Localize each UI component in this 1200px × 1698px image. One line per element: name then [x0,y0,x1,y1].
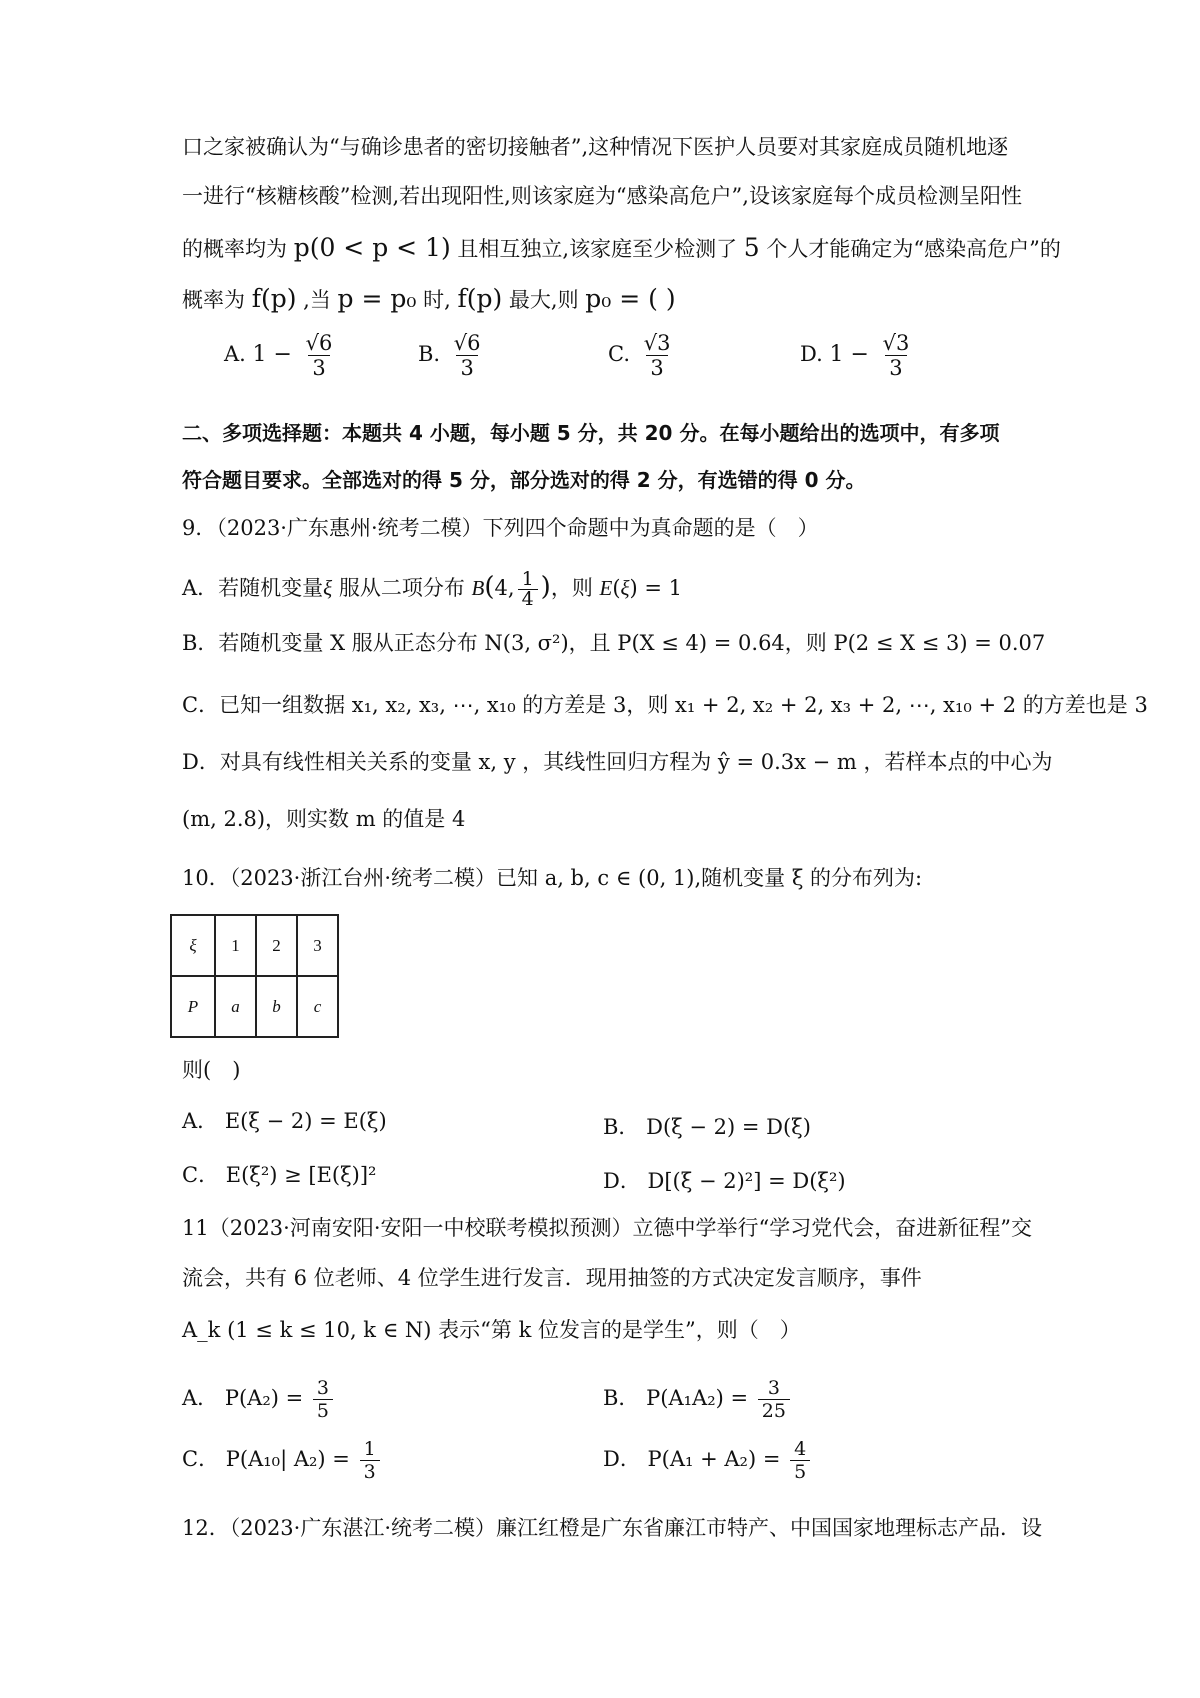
table-cell: 1 [215,915,256,976]
option-expression: P(A₂) = [224,1386,304,1410]
option-fraction [313,1377,333,1422]
numerator: 3 [316,1377,330,1399]
q11-option-b[interactable] [603,1377,793,1422]
denominator: 5 [790,1460,810,1483]
q12-line-1: 12．（2023·广东湛江·统考二模）廉江红橙是广东省廉江市特产、中国国家地理标志产品．设 [182,1516,1043,1540]
option-label: B． [603,1386,640,1410]
option-expression: P(A₁A₂) = [646,1386,749,1410]
numerator: √3 [643,331,671,355]
option-label: C． [182,1447,220,1471]
option-fraction [790,1438,810,1483]
option-text: ，则 [550,576,593,600]
q9-option-a[interactable]: A．若随机变量ξ 服从二项分布 B(4, $\frac{1}{4}$ )，则 E(ξ) = 1 [182,568,683,610]
q9-option-d-line-1[interactable]: D．对具有线性相关关系的变量 x, y ，其线性回归方程为 ŷ = 0.3x − m ，若样本点的中心为 [182,750,1053,774]
q10-option-a[interactable]: A． E(ξ − 2) = E(ξ) [182,1109,387,1133]
table-cell: 3 [297,915,338,976]
option-text: 服从二项分布 [338,576,465,600]
q8-formula: p = p₀ [337,284,417,313]
option-expression: P(A₁₀| A₂) = [225,1447,350,1471]
numerator: 1 [363,1438,376,1460]
q8-text: 概率为 [182,288,245,312]
q8-line-3 [182,235,1061,260]
q8-line-1: 口之家被确认为“与确诊患者的密切接触者”,这种情况下医护人员要对其家庭成员随机地逐 [182,135,1009,159]
option-fraction [360,1438,380,1483]
table-cell: 2 [256,915,297,976]
q9-option-b[interactable]: B．若随机变量 X 服从正态分布 N(3, σ²)，且 P(X ≤ 4) = 0.64，则 P(2 ≤ X ≤ 3) = 0.07 [182,631,1046,655]
option-fraction [879,331,914,380]
numerator: √6 [305,331,333,355]
table-cell: a [215,976,256,1037]
option-fraction [450,331,485,380]
denominator: 3 [308,355,329,380]
q10-option-d[interactable]: D． D[(ξ − 2)²] = D(ξ²) [603,1169,846,1193]
numerator: √3 [882,331,910,355]
q8-option-b[interactable] [418,331,488,380]
q8-formula: p₀ = ( ) [585,284,676,313]
option-text: A．若随机变量 [182,576,324,600]
q8-option-c[interactable] [608,331,677,380]
option-label: A. [224,342,246,366]
q8-option-a[interactable] [224,331,339,380]
option-fraction [758,1377,790,1422]
q8-text: 时, [423,288,451,312]
option-expression: P(A₁ + A₂) = [647,1447,781,1471]
denominator: 3 [456,355,477,380]
q11-option-c[interactable] [182,1438,383,1483]
q8-line-4 [182,286,676,311]
option-label: D． [603,1447,641,1471]
section-2-heading-line-1: 二、多项选择题：本题共 4 小题，每小题 5 分，共 20 分。在每小题给出的选项中，有多项 [182,421,1000,445]
option-fraction [302,331,337,380]
option-prefix: 1 − [829,342,869,367]
q10-stem: 10．（2023·浙江台州·统考二模）已知 a, b, c ∈ (0, 1),随机变量 ξ 的分布列为: [182,866,923,890]
q8-text: 最大,则 [508,288,579,312]
q8-option-d[interactable] [800,331,916,380]
q9-stem: 9．（2023·广东惠州·统考二模）下列四个命题中为真命题的是（ ） [182,516,819,540]
table-cell: c [297,976,338,1037]
q11-option-d[interactable] [603,1438,813,1483]
denominator: 3 [646,355,667,380]
denominator: 3 [360,1460,380,1483]
option-label: A． [182,1386,219,1410]
q11-line-3: A_k (1 ≤ k ≤ 10, k ∈ N) 表示“第 k 位发言的是学生”，则（ ） [182,1318,801,1342]
q8-formula: f(p) [457,284,503,313]
denominator: 3 [885,355,906,380]
q10-then: 则( ) [182,1058,241,1082]
option-prefix: 1 − [252,342,292,367]
option-label: D. [800,342,823,366]
q8-line-2: 一进行“核糖核酸”检测,若出现阳性,则该家庭为“感染高危户”,设该家庭每个成员检测呈阳性 [182,184,1022,208]
q11-line-2: 流会，共有 6 位老师、4 位学生进行发言．现用抽签的方式决定发言顺序，事件 [182,1266,922,1290]
distribution-table [170,914,339,1038]
option-fraction [640,331,675,380]
q11-line-1: 11（2023·河南安阳·安阳一中校联考模拟预测）立德中学举行“学习党代会，奋进新征程”交 [182,1216,1032,1240]
section-2-heading-line-2: 符合题目要求。全部选对的得 5 分，部分选对的得 2 分，有选错的得 0 分。 [182,468,866,492]
table-cell: P [171,976,215,1037]
numerator: 4 [794,1438,807,1460]
q9-option-c[interactable]: C．已知一组数据 x₁, x₂, x₃, ⋯, x₁₀ 的方差是 3，则 x₁ + 2, x₂ + 2, x₃ + 2, ⋯, x₁₀ + 2 的方差也是 3 [182,693,1148,717]
q9-option-d-line-2: (m, 2.8)，则实数 m 的值是 4 [182,807,466,831]
numerator: 3 [767,1377,780,1399]
table-row [171,915,338,976]
denominator: 25 [758,1399,790,1422]
q10-option-c[interactable]: C． E(ξ²) ≥ [E(ξ)]² [182,1163,377,1187]
option-label: C. [608,342,630,366]
q11-option-a[interactable] [182,1377,336,1422]
table-row [171,976,338,1037]
q8-text: 个人才能确定为“感染高危户”的 [766,237,1061,261]
option-label: B. [418,342,441,366]
numerator: √6 [453,331,481,355]
denominator: 5 [313,1399,333,1422]
table-cell: b [256,976,297,1037]
q8-text: 的概率均为 [182,237,287,261]
q8-formula: f(p) [251,284,297,313]
q8-text: 且相互独立,该家庭至少检测了 [457,237,738,261]
q8-formula-p-range: p(0 < p < 1) [293,233,451,262]
q10-option-b[interactable]: B． D(ξ − 2) = D(ξ) [603,1115,811,1139]
q8-text: ,当 [303,288,331,312]
q8-number: 5 [743,233,760,262]
table-cell: ξ [171,915,215,976]
